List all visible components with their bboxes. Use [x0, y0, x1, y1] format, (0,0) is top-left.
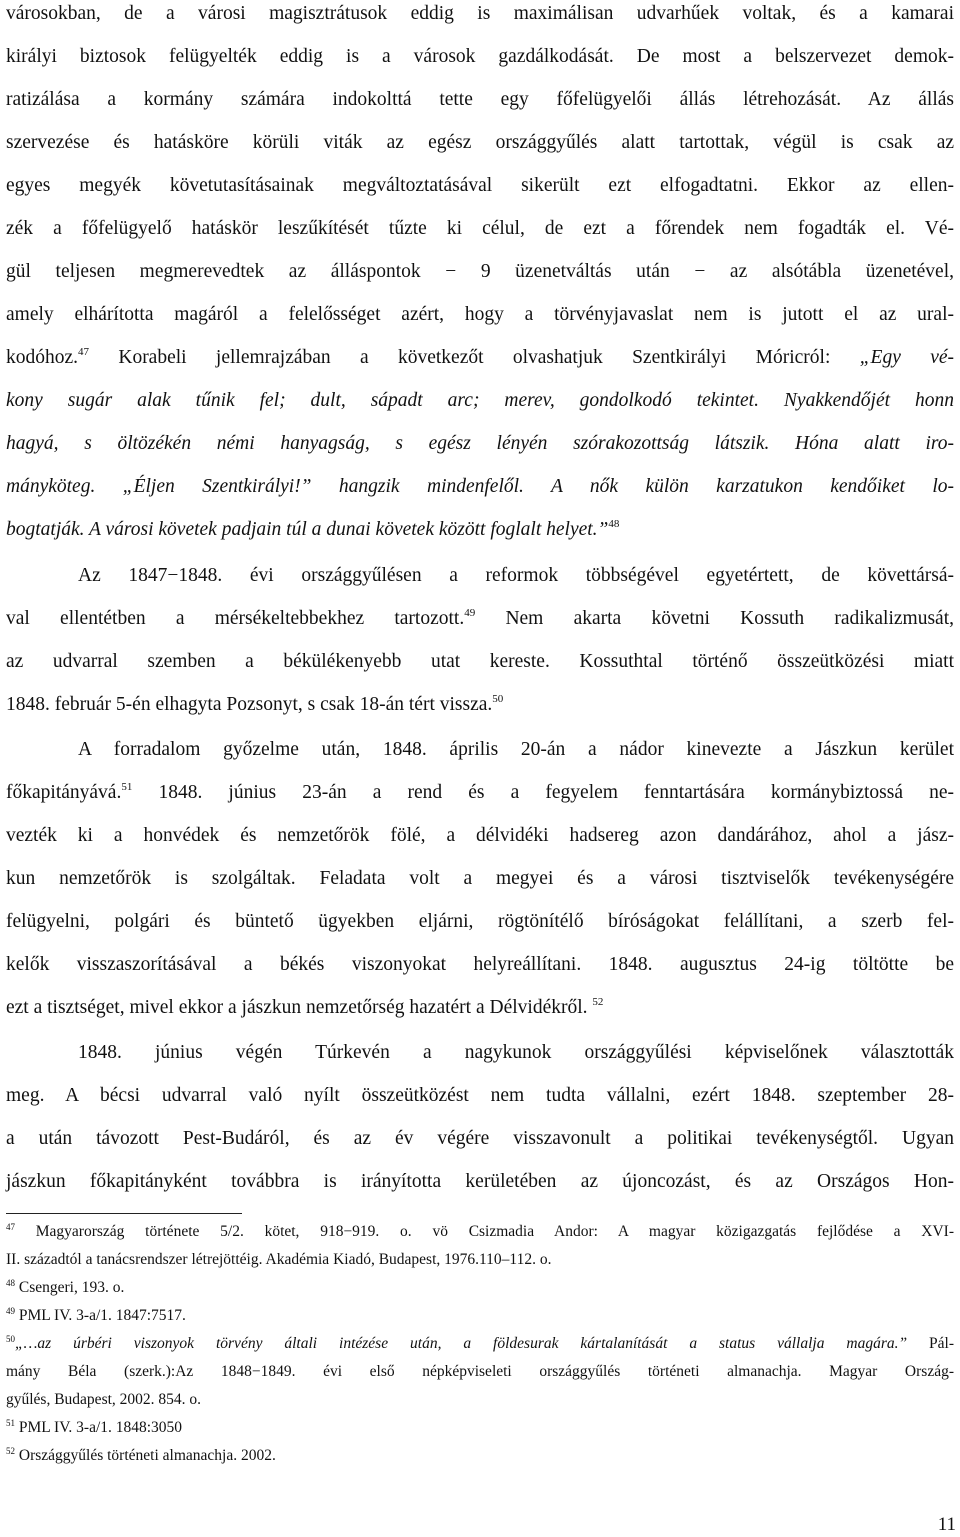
footnote-50-cont: mány Béla (szerk.):Az 1848−1849. évi első népképviseleti országgyűlés történeti almanachja. Magyar Ország- [6, 1363, 954, 1380]
footnote-number: 51 [6, 1418, 15, 1428]
body-line: vezték ki a honvédek és nemzetőrök fölé, a délvidéki hadsereg azon dandárához, ahol a jász- [6, 825, 954, 846]
body-line [6, 996, 954, 1020]
body-line: az udvarral szemben a békülékenyebb utat kereste. Kossuthtal történő összeütközési miatt [6, 651, 954, 672]
body-line [6, 607, 954, 631]
footnote-quote: „…az úrbéri viszonyok törvény általi intézése után, a földesurak kártalanítását a status vállalja magára.” [15, 1335, 908, 1352]
body-line [6, 346, 954, 370]
body-line: zék a főfelügyelő hatáskör leszűkítését tűzte ki célul, de ezt a főrendek nem fogadták el. Vé- [6, 218, 954, 239]
footnote-number: 50 [6, 1334, 15, 1344]
footnote-50 [6, 1334, 954, 1354]
body-text: val ellentétben a mérsékeltebbekhez tartozott. [6, 608, 465, 629]
footnote-ref-52[interactable]: 52 [592, 996, 604, 1008]
quote-line: mányköteg. „Éljen Szentkirályi!” hangzik mindenfelől. A nők külön karzatukon kendőiket lo- [6, 476, 954, 497]
body-line [6, 518, 954, 542]
body-text: kodóhoz. [6, 347, 79, 368]
body-text: 1848. június 23-án a rend és a fegyelem fenntartására kormánybiztossá ne- [132, 782, 954, 803]
body-line: kun nemzetőrök is szolgáltak. Feladata volt a megyei és a városi tisztviselők tevékenységére [6, 868, 954, 889]
body-line: ratizálása a kormány számára indokolttá tette egy főfelügyelői állás létrehozását. Az állás [6, 89, 954, 110]
body-line: meg. A bécsi udvarral való nyílt összeütközést nem tudta vállalni, ezért 1848. szeptember 28- [6, 1085, 954, 1106]
body-line: felügyelni, polgári és büntető ügyekben eljárni, rögtönítélő bíróságokat felállítani, a szerb fel- [6, 911, 954, 932]
body-line: egyes megyék követutasításainak megváltoztatásával sikerült ezt elfogadtatni. Ekkor az ellen- [6, 175, 954, 196]
footnote-47 [6, 1222, 954, 1242]
footnote-text: PML IV. 3-a/1. 1848:3050 [15, 1419, 183, 1436]
footnote-ref-51[interactable]: 51 [121, 781, 133, 793]
footnote-47-cont: II. századtól a tanácsrendszer létrejöttéig. Akadémia Kiadó, Budapest, 1976.110–112. o. [6, 1251, 552, 1268]
body-line: amely elhárította magáról a felelősséget azért, hogy a törvényjavaslat nem is jutott el az ural- [6, 304, 954, 325]
footnote-text: Magyarország története 5/2. kötet, 918−919. o. vö Csizmadia Andor: A magyar közigazgatás fejlődése a XVI- [15, 1223, 954, 1240]
footnote-ref-50[interactable]: 50 [492, 693, 504, 705]
quote-line: kony sugár alak tűnik fel; dult, sápadt arc; merev, gondolkodó tekintet. Nyakkendőjét honn [6, 390, 954, 411]
body-text: Korabeli jellemrajzában a következőt olvashatjuk Szentkirályi Móricról: [89, 347, 860, 368]
paragraph-start: A forradalom győzelme után, 1848. április 20-án a nádor kinevezte a Jászkun kerület [78, 739, 954, 760]
body-line [6, 693, 954, 717]
footnote-number: 49 [6, 1306, 15, 1316]
footnote-ref-48[interactable]: 48 [608, 518, 620, 530]
page-number: 11 [937, 1514, 956, 1535]
body-line: szervezése és hatásköre körüli viták az egész országgyűlés alatt tartottak, végül is csak az [6, 132, 954, 153]
body-line: kelők visszaszorításával a békés viszonyokat helyreállítani. 1848. augusztus 24-ig töltötte be [6, 954, 954, 975]
body-line: városokban, de a városi magisztrátusok eddig is maximálisan udvarhűek voltak, és a kamarai [6, 3, 954, 24]
body-text: Nem akarta követni Kossuth radikalizmusát, [475, 608, 954, 629]
footnote-separator [6, 1213, 242, 1214]
paragraph-start: 1848. június végén Túrkevén a nagykunok országgyűlési képviselőnek választották [78, 1042, 954, 1063]
body-text: 1848. február 5-én elhagyta Pozsonyt, s csak 18-án tért vissza. [6, 694, 493, 715]
quote-line: hagyá, s öltözékén némi hanyagság, s egész lényén szórakozottság látszik. Hóna alatt iro- [6, 433, 954, 454]
footnote-text: Pál- [907, 1335, 955, 1352]
footnote-48 [6, 1278, 954, 1298]
footnote-ref-47[interactable]: 47 [78, 346, 90, 358]
footnote-number: 52 [6, 1446, 15, 1456]
body-text: ezt a tisztséget, mivel ekkor a jászkun nemzetőrség hazatért a Délvidékről. [6, 997, 593, 1018]
footnote-49 [6, 1306, 954, 1326]
footnote-ref-49[interactable]: 49 [464, 607, 476, 619]
footnote-50-cont: gyűlés, Budapest, 2002. 854. o. [6, 1391, 202, 1408]
footnote-text: PML IV. 3-a/1. 1847:7517. [15, 1307, 186, 1324]
footnote-number: 48 [6, 1278, 15, 1288]
footnote-51 [6, 1418, 954, 1438]
footnote-number: 47 [6, 1222, 15, 1232]
body-line: gül teljesen megmerevedtek az álláspontok − 9 üzenetváltás után − az alsótábla üzenetével, [6, 261, 954, 282]
paragraph-start: Az 1847−1848. évi országgyűlésen a reformok többségével egyetértett, de követtársá- [78, 565, 954, 586]
body-line: királyi biztosok felügyelték eddig is a városok gazdálkodását. De most a belszervezet demok- [6, 46, 954, 67]
body-text: főkapitányává. [6, 782, 122, 803]
footnote-text: Csengeri, 193. o. [15, 1279, 125, 1296]
quote-text: bogtatják. A városi követek padjain túl a dunai követek között foglalt helyet.” [6, 519, 609, 540]
footnote-52 [6, 1446, 954, 1466]
footnote-text: Országgyűlés történeti almanachja. 2002. [15, 1447, 276, 1464]
body-line [6, 781, 954, 805]
body-line: jászkun főkapitányként továbbra is irányította kerületében az újoncozást, és az Országos Hon- [6, 1171, 954, 1192]
body-line: a után távozott Pest-Budáról, és az év végére visszavonult a politikai tevékenységtől. Ugyan [6, 1128, 954, 1149]
quote-text: „Egy vé- [859, 347, 954, 368]
